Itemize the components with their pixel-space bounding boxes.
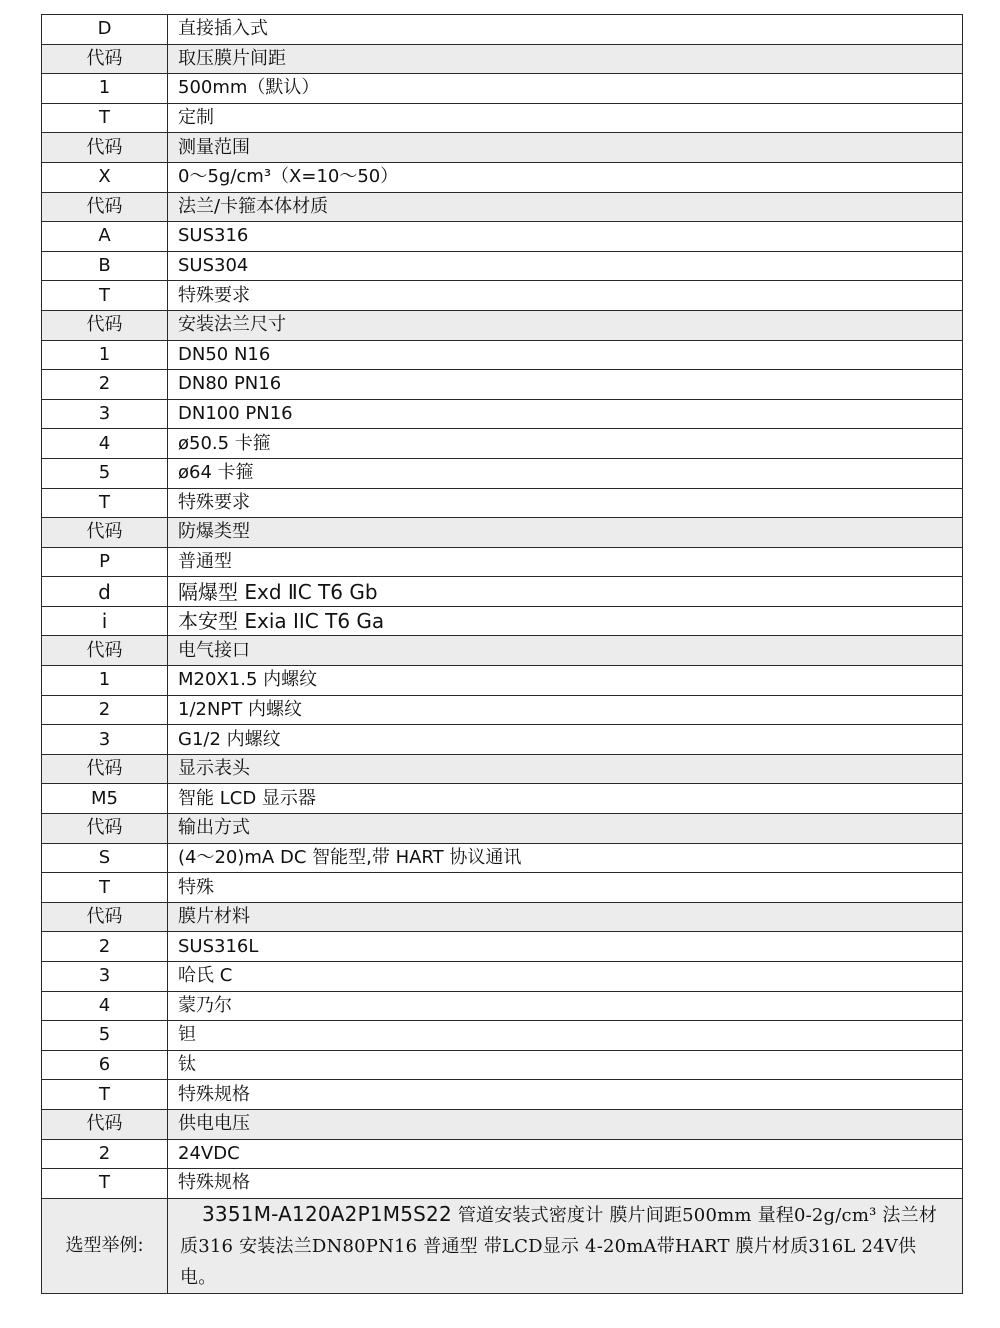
example-row	[42, 1198, 963, 1293]
section-title-cell: 膜片材料	[168, 902, 963, 932]
option-code-cell: S	[42, 843, 168, 873]
section-title-cell: 防爆类型	[168, 518, 963, 548]
option-desc-cell: 1/2NPT 内螺纹	[168, 695, 963, 725]
option-desc-cell: 钛	[168, 1050, 963, 1080]
option-row	[42, 74, 963, 104]
option-row	[42, 162, 963, 192]
option-row	[42, 103, 963, 133]
option-row	[42, 429, 963, 459]
option-code-cell: A	[42, 222, 168, 252]
code-header-cell: 代码	[42, 310, 168, 340]
option-code-cell: d	[42, 577, 168, 607]
option-desc-cell: 智能 LCD 显示器	[168, 784, 963, 814]
option-desc-cell: DN80 PN16	[168, 370, 963, 400]
section-title-cell: 取压膜片间距	[168, 44, 963, 74]
option-desc-cell: 特殊规格	[168, 1080, 963, 1110]
option-row	[42, 962, 963, 992]
example-text	[168, 1198, 963, 1293]
code-header-cell: 代码	[42, 902, 168, 932]
option-code-cell: T	[42, 488, 168, 518]
code-header-cell: 代码	[42, 814, 168, 844]
option-row	[42, 1080, 963, 1110]
option-row	[42, 15, 963, 45]
code-header-cell: 代码	[42, 44, 168, 74]
option-code-cell: 1	[42, 74, 168, 104]
option-desc-cell: SUS304	[168, 251, 963, 281]
option-code-cell: 4	[42, 991, 168, 1021]
section-header-row	[42, 518, 963, 548]
section-header-row	[42, 133, 963, 163]
option-row	[42, 340, 963, 370]
example-description: 管道安装式密度计 膜片间距500mm 量程0-2g/cm³ 法兰材质316 安装法兰DN80PN16 普通型 带LCD显示 4-20mA带HART 膜片材质316L 24V供电。	[180, 1204, 938, 1288]
option-row	[42, 1050, 963, 1080]
option-desc-cell: 隔爆型 Exd ⅡC T6 Gb	[168, 577, 963, 607]
option-row	[42, 932, 963, 962]
option-desc-cell: 特殊要求	[168, 281, 963, 311]
section-header-row	[42, 192, 963, 222]
option-code-cell: P	[42, 547, 168, 577]
section-header-row	[42, 814, 963, 844]
section-title-cell: 测量范围	[168, 133, 963, 163]
option-code-cell: 3	[42, 962, 168, 992]
option-row	[42, 784, 963, 814]
option-desc-cell: M20X1.5 内螺纹	[168, 666, 963, 696]
example-label: 选型举例:	[42, 1198, 168, 1293]
option-code-cell: i	[42, 606, 168, 636]
option-code-cell: 5	[42, 458, 168, 488]
section-title-cell: 输出方式	[168, 814, 963, 844]
section-header-row	[42, 902, 963, 932]
option-code-cell: 3	[42, 399, 168, 429]
option-row	[42, 695, 963, 725]
option-row	[42, 458, 963, 488]
option-row	[42, 991, 963, 1021]
code-header-cell: 代码	[42, 133, 168, 163]
selection-table	[41, 14, 963, 1294]
section-header-row	[42, 636, 963, 666]
option-desc-cell: 蒙乃尔	[168, 991, 963, 1021]
option-code-cell: 1	[42, 340, 168, 370]
code-header-cell: 代码	[42, 518, 168, 548]
option-code-cell: 4	[42, 429, 168, 459]
option-code-cell: T	[42, 281, 168, 311]
code-header-cell: 代码	[42, 192, 168, 222]
option-code-cell: 5	[42, 1021, 168, 1051]
option-code-cell: 2	[42, 695, 168, 725]
option-desc-cell: 直接插入式	[168, 15, 963, 45]
option-code-cell: X	[42, 162, 168, 192]
section-header-row	[42, 44, 963, 74]
option-desc-cell: 钽	[168, 1021, 963, 1051]
section-title-cell: 法兰/卡箍本体材质	[168, 192, 963, 222]
section-title-cell: 显示表头	[168, 754, 963, 784]
section-title-cell: 安装法兰尺寸	[168, 310, 963, 340]
option-desc-cell: 普通型	[168, 547, 963, 577]
option-desc-cell: 定制	[168, 103, 963, 133]
option-code-cell: 2	[42, 1139, 168, 1169]
option-row	[42, 488, 963, 518]
option-desc-cell: SUS316L	[168, 932, 963, 962]
option-row	[42, 725, 963, 755]
option-code-cell: B	[42, 251, 168, 281]
option-desc-cell: G1/2 内螺纹	[168, 725, 963, 755]
option-row	[42, 1169, 963, 1199]
option-code-cell: 6	[42, 1050, 168, 1080]
option-desc-cell: 500mm（默认）	[168, 74, 963, 104]
option-code-cell: T	[42, 1080, 168, 1110]
option-row	[42, 547, 963, 577]
option-code-cell: 2	[42, 932, 168, 962]
option-code-cell: T	[42, 873, 168, 903]
option-code-cell: 1	[42, 666, 168, 696]
option-desc-cell: ø64 卡箍	[168, 458, 963, 488]
option-desc-cell: 24VDC	[168, 1139, 963, 1169]
option-desc-cell: DN100 PN16	[168, 399, 963, 429]
option-desc-cell: 哈氏 C	[168, 962, 963, 992]
option-desc-cell: (4～20)mA DC 智能型,带 HART 协议通讯	[168, 843, 963, 873]
option-code-cell: T	[42, 1169, 168, 1199]
section-header-row	[42, 310, 963, 340]
option-desc-cell: ø50.5 卡箍	[168, 429, 963, 459]
section-header-row	[42, 1109, 963, 1139]
example-model-code: 3351M-A120A2P1M5S22	[202, 1201, 452, 1226]
option-desc-cell: 0～5g/cm³（X=10～50）	[168, 162, 963, 192]
option-row	[42, 873, 963, 903]
option-desc-cell: 特殊	[168, 873, 963, 903]
option-code-cell: 3	[42, 725, 168, 755]
code-header-cell: 代码	[42, 636, 168, 666]
section-header-row	[42, 754, 963, 784]
option-desc-cell: SUS316	[168, 222, 963, 252]
option-row	[42, 399, 963, 429]
option-row	[42, 281, 963, 311]
option-row	[42, 370, 963, 400]
code-header-cell: 代码	[42, 754, 168, 784]
option-desc-cell: 特殊要求	[168, 488, 963, 518]
option-row	[42, 666, 963, 696]
option-code-cell: D	[42, 15, 168, 45]
option-row	[42, 577, 963, 607]
option-row	[42, 251, 963, 281]
section-title-cell: 供电电压	[168, 1109, 963, 1139]
option-code-cell: 2	[42, 370, 168, 400]
option-row	[42, 1021, 963, 1051]
option-code-cell: M5	[42, 784, 168, 814]
option-desc-cell: DN50 N16	[168, 340, 963, 370]
option-row	[42, 843, 963, 873]
code-header-cell: 代码	[42, 1109, 168, 1139]
option-row	[42, 222, 963, 252]
option-code-cell: T	[42, 103, 168, 133]
option-desc-cell: 特殊规格	[168, 1169, 963, 1199]
option-desc-cell: 本安型 Exia IIC T6 Ga	[168, 606, 963, 636]
option-row	[42, 1139, 963, 1169]
selection-table-body	[42, 15, 963, 1294]
option-row	[42, 606, 963, 636]
section-title-cell: 电气接口	[168, 636, 963, 666]
